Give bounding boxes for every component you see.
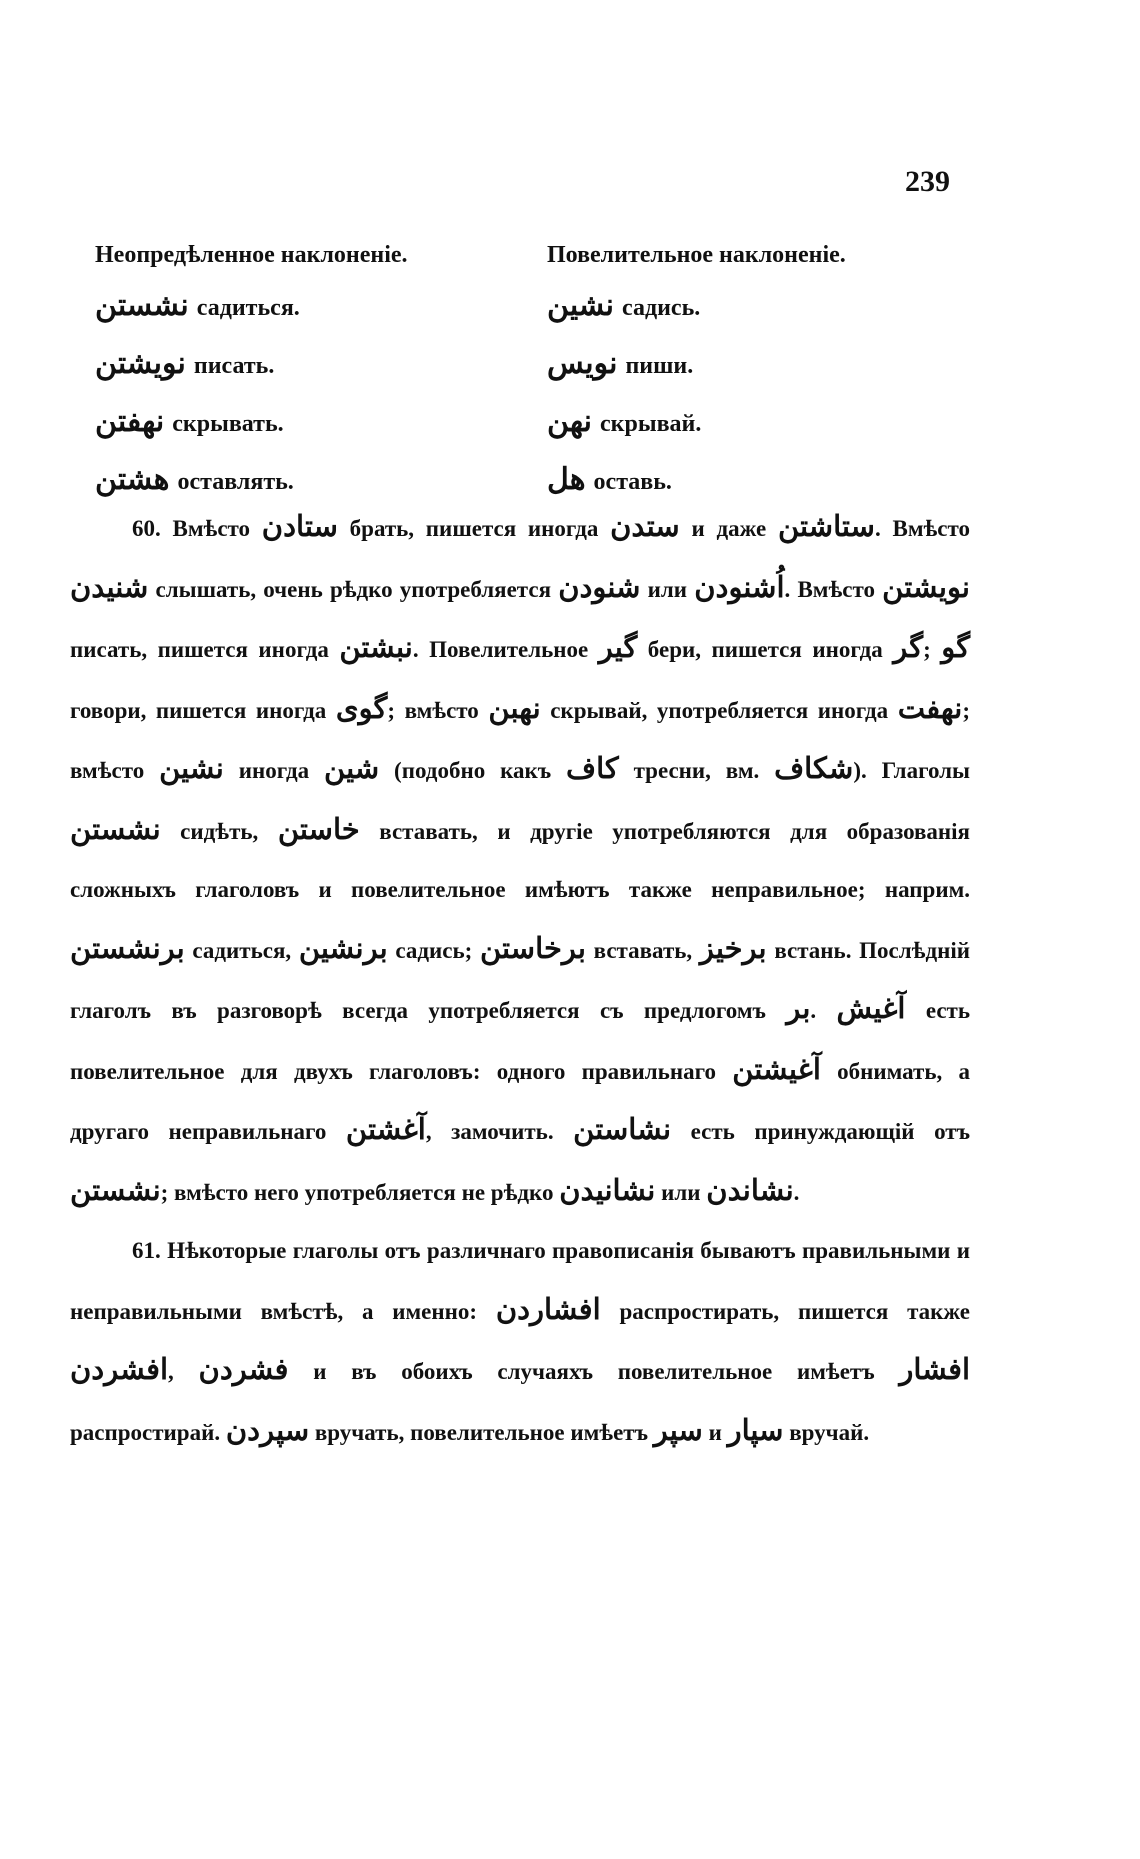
text-run: или — [655, 1179, 707, 1205]
imperative-persian: نهن — [547, 405, 593, 438]
paragraph-number: 60. — [132, 516, 161, 541]
text-run: ). Глаголы — [853, 758, 970, 783]
text-run: обнимать, а другаго неправильнаго — [70, 1058, 970, 1144]
persian-word: افشردن — [70, 1354, 169, 1386]
text-run: Нѣкоторые глаголы отъ различнаго правописанія бываютъ правильными и неправильными вмѣстѣ, а именно: — [70, 1238, 970, 1324]
text-run: ; вмѣсто — [387, 697, 489, 723]
text-run: ; вмѣсто — [70, 697, 971, 783]
persian-word: ستاشتن — [777, 511, 875, 543]
text-run: и даже — [679, 516, 778, 541]
text-run: . Повелительное — [412, 637, 599, 662]
paragraph-60 — [70, 498, 970, 1222]
persian-word: گوی — [335, 692, 388, 725]
persian-word: آغیشتن — [732, 1053, 821, 1086]
text-run: , замочить. — [425, 1119, 574, 1144]
text-run: вставать, и другіе употребляются для образованія сложныхъ глаголовъ и повелительное имѣютъ также неправильное; наприм. — [70, 818, 971, 902]
text-run: иногда — [223, 758, 325, 783]
text-run: слышать, очень рѣдко употребляется — [148, 576, 559, 602]
persian-word: گیر — [598, 632, 638, 664]
text-run: . Вмѣсто — [874, 516, 970, 541]
text-run: скрывай, употребляется иногда — [540, 697, 898, 723]
text-run: ; — [923, 637, 942, 662]
infinitive-gloss: оставлять. — [177, 469, 294, 495]
text-run: . Вмѣсто — [784, 576, 883, 602]
body-text — [70, 498, 970, 1462]
persian-word: بر — [786, 993, 811, 1025]
persian-word: برخیز — [699, 932, 767, 965]
text-run: распростирай. — [70, 1419, 226, 1445]
persian-word: شین — [324, 753, 380, 785]
conjugation-row — [95, 288, 975, 346]
text-run: и — [702, 1419, 728, 1445]
text-run: есть повелительное для двухъ глаголовъ: одного правильнаго — [70, 998, 970, 1084]
text-run: писать, пишется иногда — [70, 637, 340, 662]
text-run: ; вмѣсто него употребляется не рѣдко — [160, 1179, 560, 1205]
text-run: вручай. — [783, 1419, 870, 1445]
infinitive-persian: نویشتن — [95, 347, 186, 380]
persian-word: گو — [941, 632, 971, 664]
text-run: говори, пишется иногда — [70, 697, 336, 723]
imperative-gloss: оставь. — [593, 469, 672, 495]
text-run: встань. Послѣдній глаголъ въ разговорѣ всегда употребляется съ предлогомъ — [70, 937, 970, 1023]
persian-word: نبشتن — [339, 632, 413, 664]
persian-word: نویشتن — [882, 571, 970, 604]
persian-word: آغیش — [836, 993, 906, 1025]
text-run: или — [640, 576, 695, 602]
text-run: . — [793, 1179, 800, 1205]
persian-word: نهبن — [488, 692, 541, 725]
imperative-persian: نویس — [547, 347, 618, 380]
persian-word: ستادن — [261, 511, 338, 543]
page-number: 239 — [905, 165, 950, 198]
imperative-gloss: садись. — [622, 295, 701, 321]
text-run: брать, пишется иногда — [337, 516, 611, 541]
conjugation-row — [95, 404, 975, 462]
persian-word: آغشتن — [345, 1114, 426, 1146]
infinitive-persian: نهفتن — [95, 405, 165, 438]
persian-word: خاستن — [277, 813, 360, 846]
text-run: тресни, вм. — [618, 758, 775, 783]
imperative-gloss: пиши. — [625, 353, 694, 379]
text-run: , — [168, 1359, 199, 1384]
persian-word: برخاستن — [479, 932, 586, 965]
persian-word: سپار — [727, 1414, 784, 1447]
text-run: вручать, повелительное имѣетъ — [309, 1419, 654, 1445]
persian-word: نشین — [159, 753, 224, 785]
persian-word: شنیدن — [70, 571, 149, 604]
persian-word: ستدن — [610, 511, 680, 543]
text-run: . — [810, 998, 837, 1023]
text-run: сидѣть, — [160, 818, 278, 844]
text-run: Вмѣсто — [160, 516, 262, 541]
persian-word: نشاندن — [706, 1174, 794, 1207]
persian-word: سپردن — [225, 1414, 310, 1447]
persian-word: گر — [893, 632, 924, 664]
persian-word: سپر — [653, 1414, 703, 1447]
text-run: распростирать, пишется также — [600, 1298, 971, 1324]
text-run: бери, пишется иногда — [637, 637, 894, 662]
text-run: есть принуждающій отъ — [671, 1119, 970, 1144]
imperative-persian: هل — [547, 463, 586, 496]
paragraph-number: 61. — [132, 1238, 161, 1263]
persian-word: افشاردن — [495, 1293, 601, 1326]
conjugation-header-row — [95, 242, 975, 288]
persian-word: کاف — [566, 753, 619, 785]
imperative-gloss: скрывай. — [600, 411, 702, 437]
persian-word: فشردن — [198, 1354, 289, 1386]
conjugation-row — [95, 346, 975, 404]
persian-word: نشاستن — [573, 1114, 672, 1146]
persian-word: نشستن — [70, 813, 161, 846]
persian-word: شکاف — [774, 753, 854, 785]
persian-word: برنشین — [298, 932, 388, 965]
infinitive-persian: هشتن — [95, 463, 170, 496]
text-run: садись; — [387, 937, 480, 963]
conjugation-table — [95, 242, 975, 520]
persian-word: اُشنودن — [694, 571, 785, 604]
persian-word: برنشستن — [70, 932, 185, 965]
text-run: (подобно какъ — [379, 758, 567, 783]
infinitive-gloss: скрывать. — [172, 411, 284, 437]
infinitive-header: Неопредѣленное наклоненіе. — [95, 242, 408, 268]
infinitive-persian: نشستن — [95, 289, 189, 322]
paragraph-61 — [70, 1222, 970, 1462]
imperative-persian: نشین — [547, 289, 615, 322]
infinitive-gloss: писать. — [193, 353, 275, 379]
text-run: вставать, — [585, 937, 700, 963]
text-run: садиться, — [184, 937, 299, 963]
text-run: и въ обоихъ случаяхъ повелительное имѣетъ — [288, 1359, 900, 1384]
persian-word: نشستن — [70, 1174, 161, 1207]
persian-word: نشانیدن — [559, 1174, 656, 1207]
persian-word: نهفت — [897, 692, 963, 725]
persian-word: افشار — [899, 1354, 971, 1386]
infinitive-gloss: садиться. — [196, 295, 300, 321]
persian-word: شنودن — [558, 571, 641, 604]
imperative-header: Повелительное наклоненіе. — [547, 242, 846, 268]
